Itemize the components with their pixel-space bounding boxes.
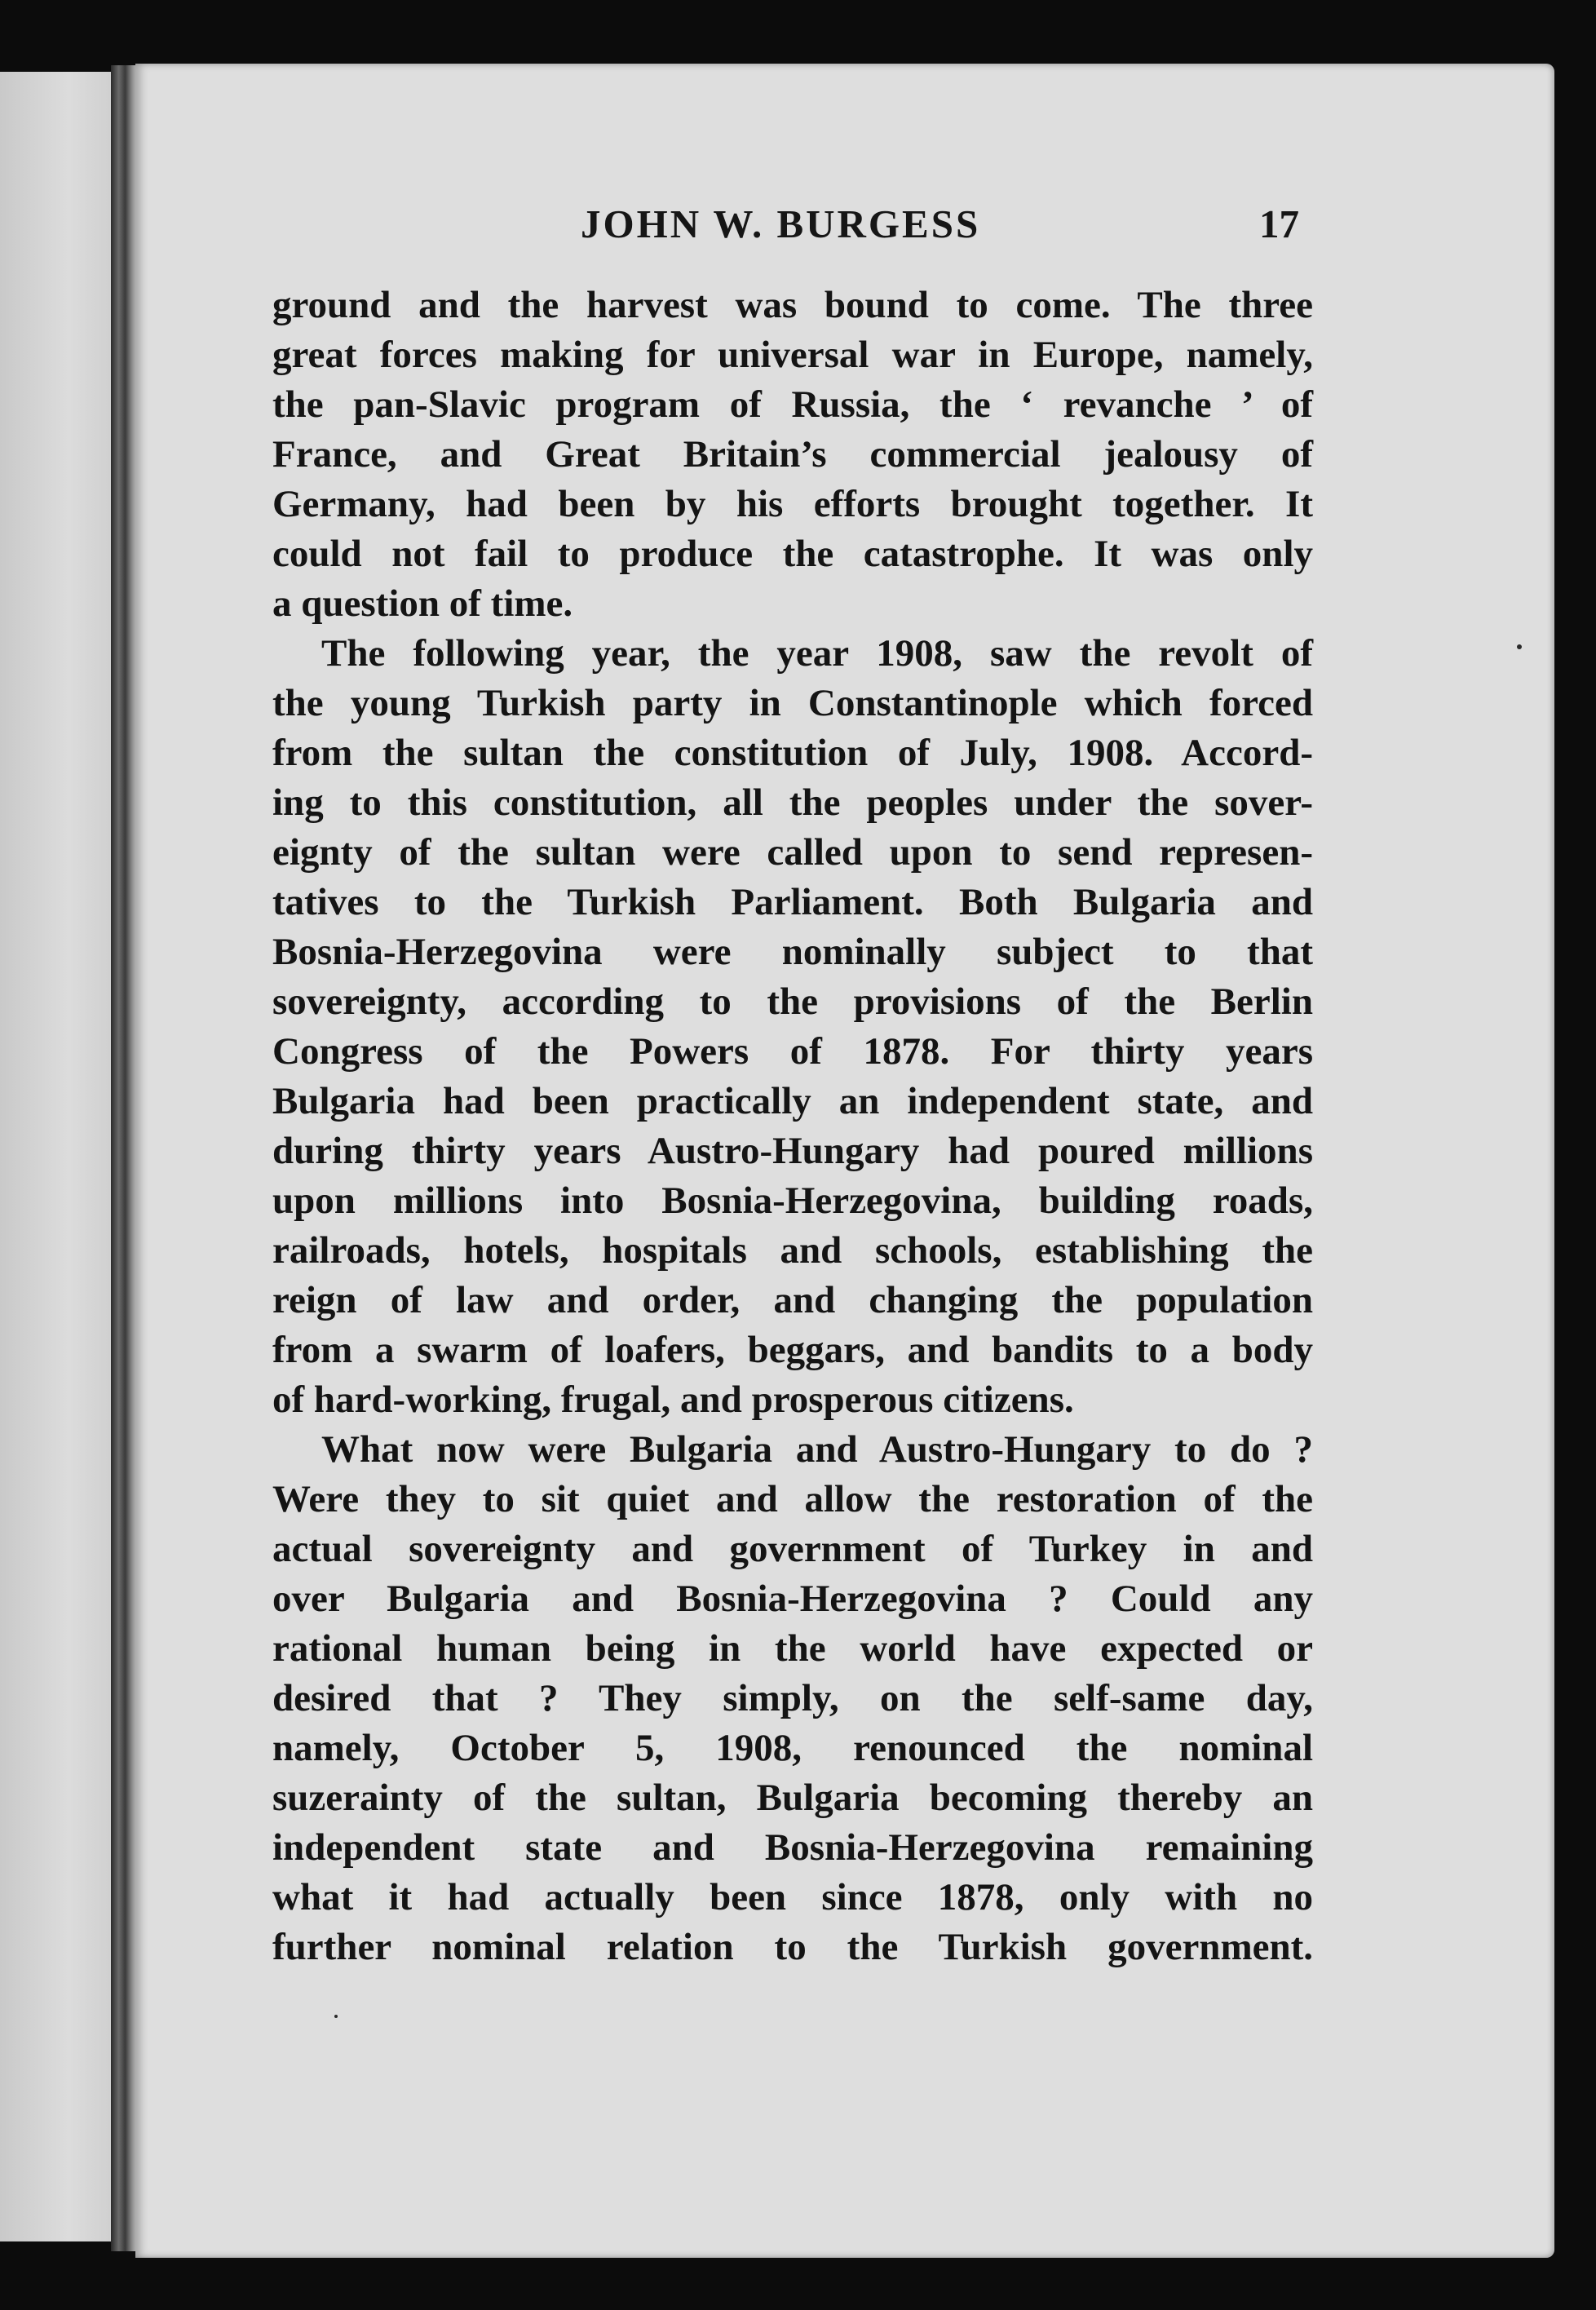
text-line: ing to this constitution, all the peoples under the sover- [272,781,1313,824]
text-line: during thirty years Austro-Hungary had poured millions [272,1130,1313,1172]
text-line: upon millions into Bosnia-Herzegovina, building roads, [272,1179,1313,1222]
text-line: Bulgaria had been practically an independent state, and [272,1080,1313,1122]
facing-page-edge [0,72,114,2241]
running-title: JOHN W. BURGESS [581,201,981,246]
scan-speck [334,2015,338,2018]
body-text [272,281,1313,1972]
text-line: great forces making for universal war in Europe, namely, [272,334,1313,376]
text-line: namely, October 5, 1908, renounced the nominal [272,1727,1313,1769]
paragraph-1 [272,281,1313,629]
text-line: rational human being in the world have expected or [272,1627,1313,1670]
page-header [0,201,1596,258]
text-line: a question of time. [272,582,573,625]
text-line: further nominal relation to the Turkish government. [272,1926,1313,1968]
text-line: France, and Great Britain’s commercial jealousy of [272,433,1313,476]
text-line: sovereignty, according to the provisions of the Berlin [272,980,1313,1023]
text-line: from a swarm of loafers, beggars, and bandits to a body [272,1329,1313,1371]
text-line: suzerainty of the sultan, Bulgaria becoming thereby an [272,1777,1313,1819]
text-line: of hard-working, frugal, and prosperous citizens. [272,1378,1074,1421]
text-line: the young Turkish party in Constantinople which forced [272,682,1313,724]
text-line: Germany, had been by his efforts brought together. It [272,483,1313,525]
text-line: over Bulgaria and Bosnia-Herzegovina ? Could any [272,1578,1313,1620]
text-line: from the sultan the constitution of July, 1908. Accord- [272,732,1313,774]
text-line: reign of law and order, and changing the population [272,1279,1313,1321]
text-line: railroads, hotels, hospitals and schools, establishing the [272,1229,1313,1272]
text-line: eignty of the sultan were called upon to send represen- [272,831,1313,874]
text-line: Were they to sit quiet and allow the restoration of the [272,1478,1313,1520]
text-line: ground and the harvest was bound to come. The three [272,284,1313,326]
text-line: could not fail to produce the catastrophe. It was only [272,533,1313,575]
text-line: what it had actually been since 1878, only with no [272,1876,1313,1918]
text-line: the pan-Slavic program of Russia, the ‘ revanche ’ of [272,383,1313,426]
text-line: tatives to the Turkish Parliament. Both Bulgaria and [272,881,1313,923]
text-line: Congress of the Powers of 1878. For thirty years [272,1030,1313,1073]
text-line: What now were Bulgaria and Austro-Hungary to do ? [321,1428,1313,1471]
page-number: 17 [1259,201,1299,246]
text-line: actual sovereignty and government of Turkey in and [272,1528,1313,1570]
text-line: desired that ? They simply, on the self-same day, [272,1677,1313,1719]
book-gutter [111,65,137,2251]
paragraph-3 [272,1425,1313,1972]
paragraph-2 [272,629,1313,1425]
scan-speck [1517,644,1522,649]
text-line: independent state and Bosnia-Herzegovina remaining [272,1826,1313,1869]
text-line: Bosnia-Herzegovina were nominally subject to that [272,931,1313,973]
text-line: The following year, the year 1908, saw the revolt of [321,632,1313,675]
